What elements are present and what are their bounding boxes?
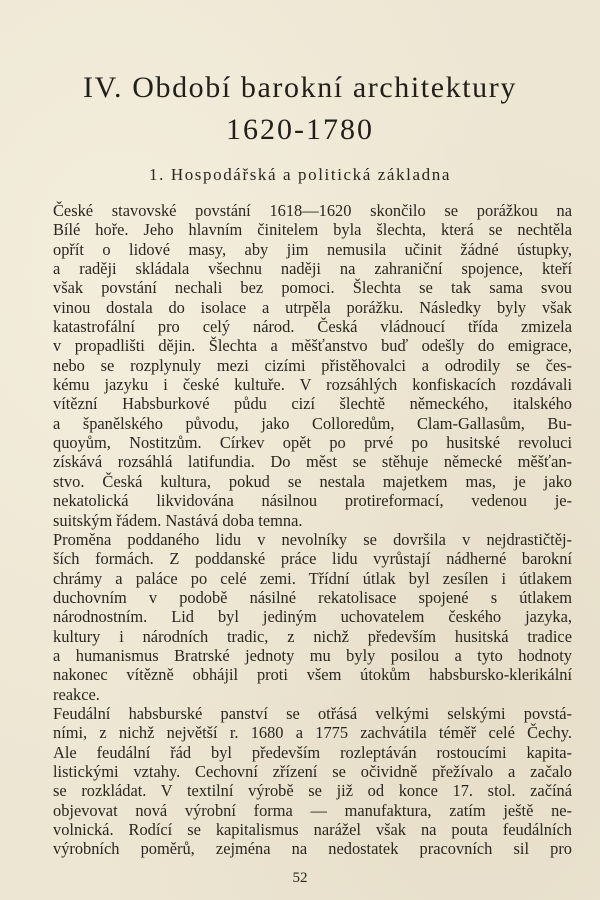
text-line: quoyům, Nostitzům. Církev opět po prvé po husitské revoluci xyxy=(53,433,572,453)
text-line: a raději skládala všechnu naději na zahraniční spojence, kteří xyxy=(53,259,572,279)
chapter-title: IV. Období barokní architektury xyxy=(83,71,517,104)
text-line: výrobních poměrů, zejména na nedostatek pracovních sil pro xyxy=(53,839,572,859)
text-line: nakonec vítězně obhájil proti všem útokům habsbursko-klerikální xyxy=(53,665,572,685)
text-line: Ale feudální řád byl především rozleptáván rostoucími kapita- xyxy=(53,742,572,762)
text-line-paragraph-end: suitským řádem. Nastává doba temna. xyxy=(53,510,303,530)
section-title: 1. Hospodářská a politická základna xyxy=(149,165,451,184)
body-text xyxy=(53,201,572,859)
text-line: kultury i národních tradic, z nichž především husitská tradice xyxy=(53,626,572,646)
text-line: však povstání nechali bez pomoci. Šlechta se tak sama svou xyxy=(53,278,572,298)
text-line: nebo se rozplynuly mezi cizími přistěhovalci a odrodily se čes- xyxy=(53,355,572,375)
text-line: vinou dostala do isolace a utrpěla porážku. Následky byly však xyxy=(53,297,572,317)
text-line: volnická. Rodící se kapitalismus narážel však na pouta feudálních xyxy=(53,820,572,839)
text-line: chrámy a paláce po celé zemi. Třídní útlak byl zesílen i útlakem xyxy=(53,568,572,588)
text-line: Bílé hoře. Jeho hlavním činitelem byla šlechta, která se nechtěla xyxy=(53,220,572,240)
text-line: České stavovské povstání 1618—1620 skončilo se porážkou na xyxy=(53,201,572,220)
text-line: stvo. Česká kultura, pokud se nestala majetkem mas, je jako xyxy=(53,471,572,491)
text-line: získává rozsáhlá latifundia. Do měst se stěhuje německé měšťan- xyxy=(53,452,572,472)
text-line: Feudální habsburské panství se otřásá velkými selskými povstá- xyxy=(53,703,572,723)
text-line: ními, z nichž největší r. 1680 a 1775 zachvátila téměř celé Čechy. xyxy=(53,723,572,743)
page-number: 52 xyxy=(292,870,308,886)
text-line: se rozkládat. V textilní výrobě se již od konce 17. stol. začíná xyxy=(53,781,572,801)
text-line: katastrofální pro celý národ. Česká vládnoucí třída zmizela xyxy=(53,317,572,337)
text-line: a humanismus Bratrské jednoty mu byly posilou a tyto hodnoty xyxy=(53,645,572,665)
text-line: objevovat nová výrobní forma — manufaktura, zatím ještě ne- xyxy=(53,800,572,820)
text-line: opřít o lidové masy, aby jim nemusila učinit žádné ústupky, xyxy=(53,239,572,259)
text-line: kému jazyku i české kultuře. V rozsáhlých konfiskacích rozdávali xyxy=(53,375,572,395)
chapter-years: 1620-1780 xyxy=(226,113,374,146)
text-line: v propadlišti dějin. Šlechta a měšťanstvo buď odešly do emigrace, xyxy=(53,336,572,356)
text-line-paragraph-end: reakce. xyxy=(53,684,100,704)
text-line: Proměna poddaného lidu v nevolníky se dovršila v nejdrastičtěj- xyxy=(53,529,572,549)
text-line: národnostním. Lid byl jediným uchovatelem českého jazyka, xyxy=(53,607,572,627)
text-line: nekatolická likvidována násilnou protireformací, vedenou je- xyxy=(53,491,572,511)
text-line: vítězní Habsburkové půdu cizí šlechtě německého, italského xyxy=(53,394,572,414)
text-line: duchovním v podobě násilné rekatolisace spojené s útlakem xyxy=(53,587,572,607)
text-line: ších formách. Z poddanské práce lidu vyrůstají nádherné barokní xyxy=(53,549,572,569)
text-line: listickými vztahy. Cechovní zřízení se očividně přežívalo a začalo xyxy=(53,761,572,781)
text-line: a španělského původu, jako Colloredům, Clam-Gallasům, Bu- xyxy=(53,413,572,433)
